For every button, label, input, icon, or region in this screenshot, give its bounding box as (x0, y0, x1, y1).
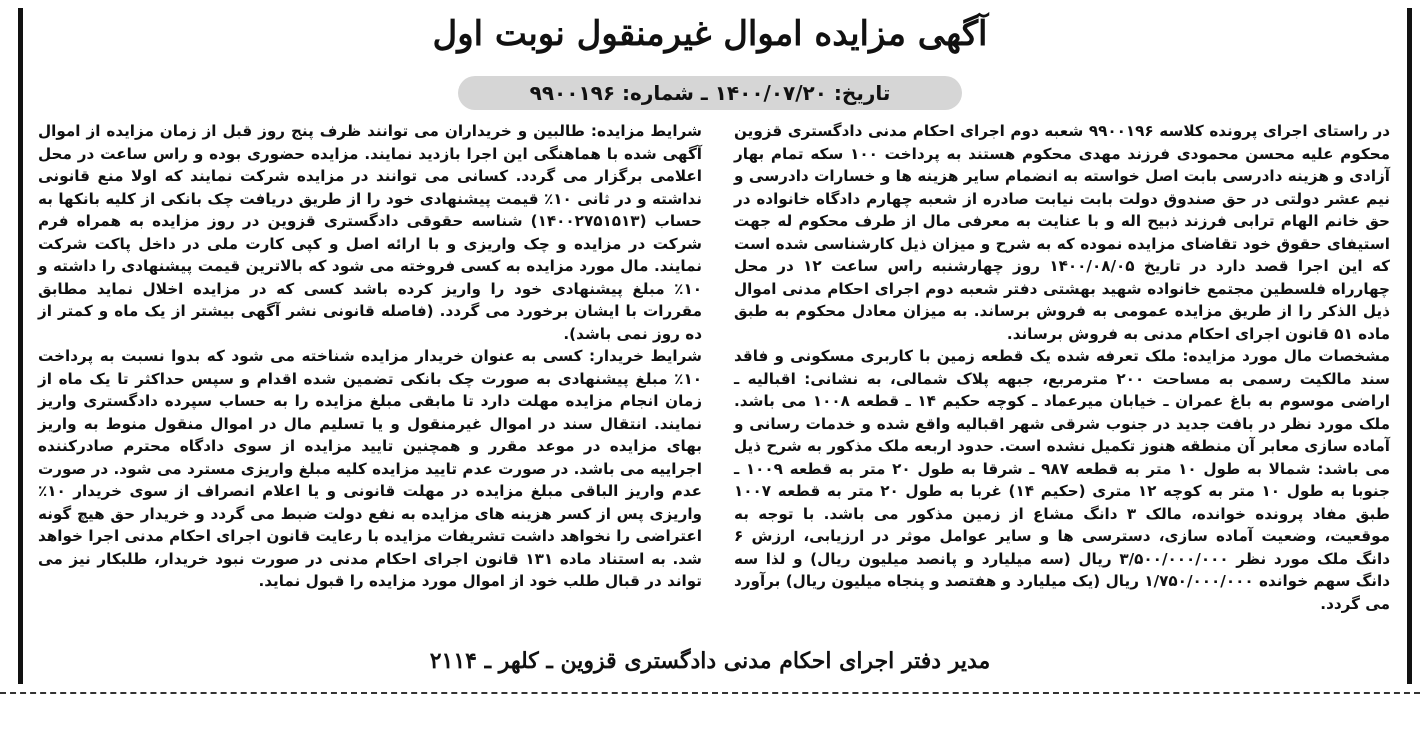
date-number-badge: تاریخ: ۱۴۰۰/۰۷/۲۰ ـ شماره: ۹۹۰۰۱۹۶ (458, 76, 962, 110)
cut-line (0, 692, 1420, 694)
auction-terms-text: طالبین و خریداران می توانند ظرف پنج روز قبل از زمان مزایده از اموال آگهی شده با هماهنگی این اجرا بازدید نمایند. مزایده حضوری بوده و راس ساعت در محل اعلامی برگزار می گردد. کسانی می توانند در مزایده شرکت نمایند که اولا منع قانونی نداشته و در ثانی ۱۰٪ قیمت پیشنهادی خود را از طریق دریافت چک بانکی از کلیه بانکها به حساب (۱۴۰۰۲۷۵۱۵۱۳) شناسه حقوقی دادگستری قزوین در روز مزایده به همراه فرم شرکت در مزایده و چک واریزی و با ارائه اصل و کپی کارت ملی در داخل پاکت شرکت نمایند. مال مورد مزایده به کسی فروخته می شود که بالاترین قیمت پیشنهادی را داشته و ۱۰٪ مبلغ پیشنهادی خود را واریز کرده باشد کسی که در مزایده اخلال نماید مطابق مقررات با ایشان برخورد می گردد. (فاصله قانونی نشر آگهی بیشتر از یک ماه و کمتر از ده روز نمی باشد). (38, 122, 703, 343)
left-column (38, 120, 702, 593)
signature-line: مدیر دفتر اجرای احکام مدنی دادگستری قزوین ـ کلهر ـ ۲۱۱۴ (429, 648, 991, 674)
buyer-terms-paragraph (38, 345, 702, 593)
notice-title: آگهی مزایده اموال غیرمنقول نوبت اول (432, 14, 988, 54)
intro-paragraph: در راستای اجرای پرونده کلاسه ۹۹۰۰۱۹۶ شعبه دوم اجرای احکام مدنی دادگستری قزوین محکوم علیه محسن محمودی فرزند مهدی محکوم هستند به پرداخت ۱۰۰ سکه تمام بهار آزادی و هزینه دادرسی بابت اصل خواسته به انضمام سایر هزینه ها و خسارات دادرسی و نیم عشر دولتی در حق صندوق دولت بابت نیابت صادره از شعبه چهارم دادگاه خانواده در حق خانم الهام ترابی فرزند ذبیح اله و با عنایت به معرفی مال از طرف محکوم له جهت استیفای حقوق خود تقاضای مزایده نموده که به شرح و میزان ذیل کارشناسی شده است که این اجرا قصد دارد در تاریخ ۱۴۰۰/۰۸/۰۵ روز چهارشنبه راس ساعت ۱۲ در محل چهارراه فلسطین مجتمع خانواده شهید بهشتی دفتر شعبه دوم اجرای احکام مدنی اموال ذیل الذکر را از طریق مزایده عمومی به فروش برساند. به میزان معادل محکوم به طبق ماده ۵۱ قانون اجرای احکام مدنی به فروش برساند. (734, 122, 1391, 343)
buyer-terms-text: کسی به عنوان خریدار مزایده شناخته می شود که بدوا نسبت به پرداخت ۱۰٪ مبلغ پیشنهادی به صورت چک بانکی تضمین شده اقدام و سپس حداکثر تا یک ماه از زمان انجام مزایده مهلت دارد تا مابقی مبلغ مزایده را به حساب سپرده دادگستری واریز نمایند. انتقال سند در اموال غیرمنقول و یا تسلیم مال در اموال منقول منوط به واریز بهای مزایده در موعد مقرر و همچنین تایید مزایده از سوی دادگاه محترم صادرکننده اجراییه می باشد. در صورت عدم تایید مزایده کلیه مبلغ واریزی مسترد می شود. در صورت عدم واریز الباقی مبلغ مزایده در مهلت قانونی و یا اعلام انصراف از سوی خریدار ۱۰٪ واریزی پس از کسر هزینه های مزایده به نفع دولت ضبط می گردد و خریدار حق هیچ گونه اعتراضی را نخواهد داشت تشریفات مزایده با رعایت قانون اجرای احکام مدنی اجرا خواهد شد. به استناد ماده ۱۳۱ قانون اجرای احکام مدنی در صورت نبود خریدار، طلبکار نیز می تواند در قبال طلب خود از اموال مورد مزایده را قبول نماید. (38, 347, 702, 590)
buyer-terms-heading: شرایط خریدار: (589, 347, 702, 365)
auction-terms-paragraph (38, 120, 702, 345)
property-heading: مشخصات مال مورد مزایده: (1182, 347, 1390, 365)
property-text: ملک تعرفه شده یک قطعه زمین با کاربری مسکونی و فاقد سند مالکیت رسمی به مساحت ۲۰۰ مترمربع، جبهه پلاک شمالی، به نشانی: اقبالیه ـ اراضی موسوم به باغ عمران ـ خیابان میرعماد ـ کوچه حکیم ۱۴ ـ قطعه ۱۰۰۸ می باشد. ملک مورد نظر در بافت جدید در جنوب شرقی شهر اقبالیه واقع شده و خدمات رسانی و آماده سازی معابر آن منطقه هنوز تکمیل نشده است. حدود اربعه ملک مذکور به شرح ذیل می باشد: شمالا به طول ۱۰ متر به قطعه ۹۸۷ ـ شرقا به طول ۲۰ متر به قطعه ۱۰۰۹ ـ جنوبا به طول ۱۰ متر به کوچه ۱۲ متری (حکیم ۱۴) غربا به طول ۲۰ متر به قطعه ۱۰۰۷ طبق مفاد پرونده خوانده، مالک ۳ دانگ مشاع از زمین مذکور می باشد. با توجه به موقعیت، وضعیت آماده سازی، دسترسی ها و سایر عوامل موثر در ارزیابی، ارزش ۶ دانگ ملک مورد نظر ۳/۵۰۰/۰۰۰/۰۰۰ ریال (سه میلیارد و پانصد میلیون ریال) و لذا سه دانگ سهم خوانده ۱/۷۵۰/۰۰۰/۰۰۰ ریال (یک میلیارد و هفتصد و پنجاه میلیون ریال) برآورد می گردد. (734, 347, 1391, 613)
right-column (734, 120, 1390, 615)
auction-terms-heading: شرایط مزایده: (590, 122, 702, 140)
property-paragraph (734, 345, 1390, 615)
